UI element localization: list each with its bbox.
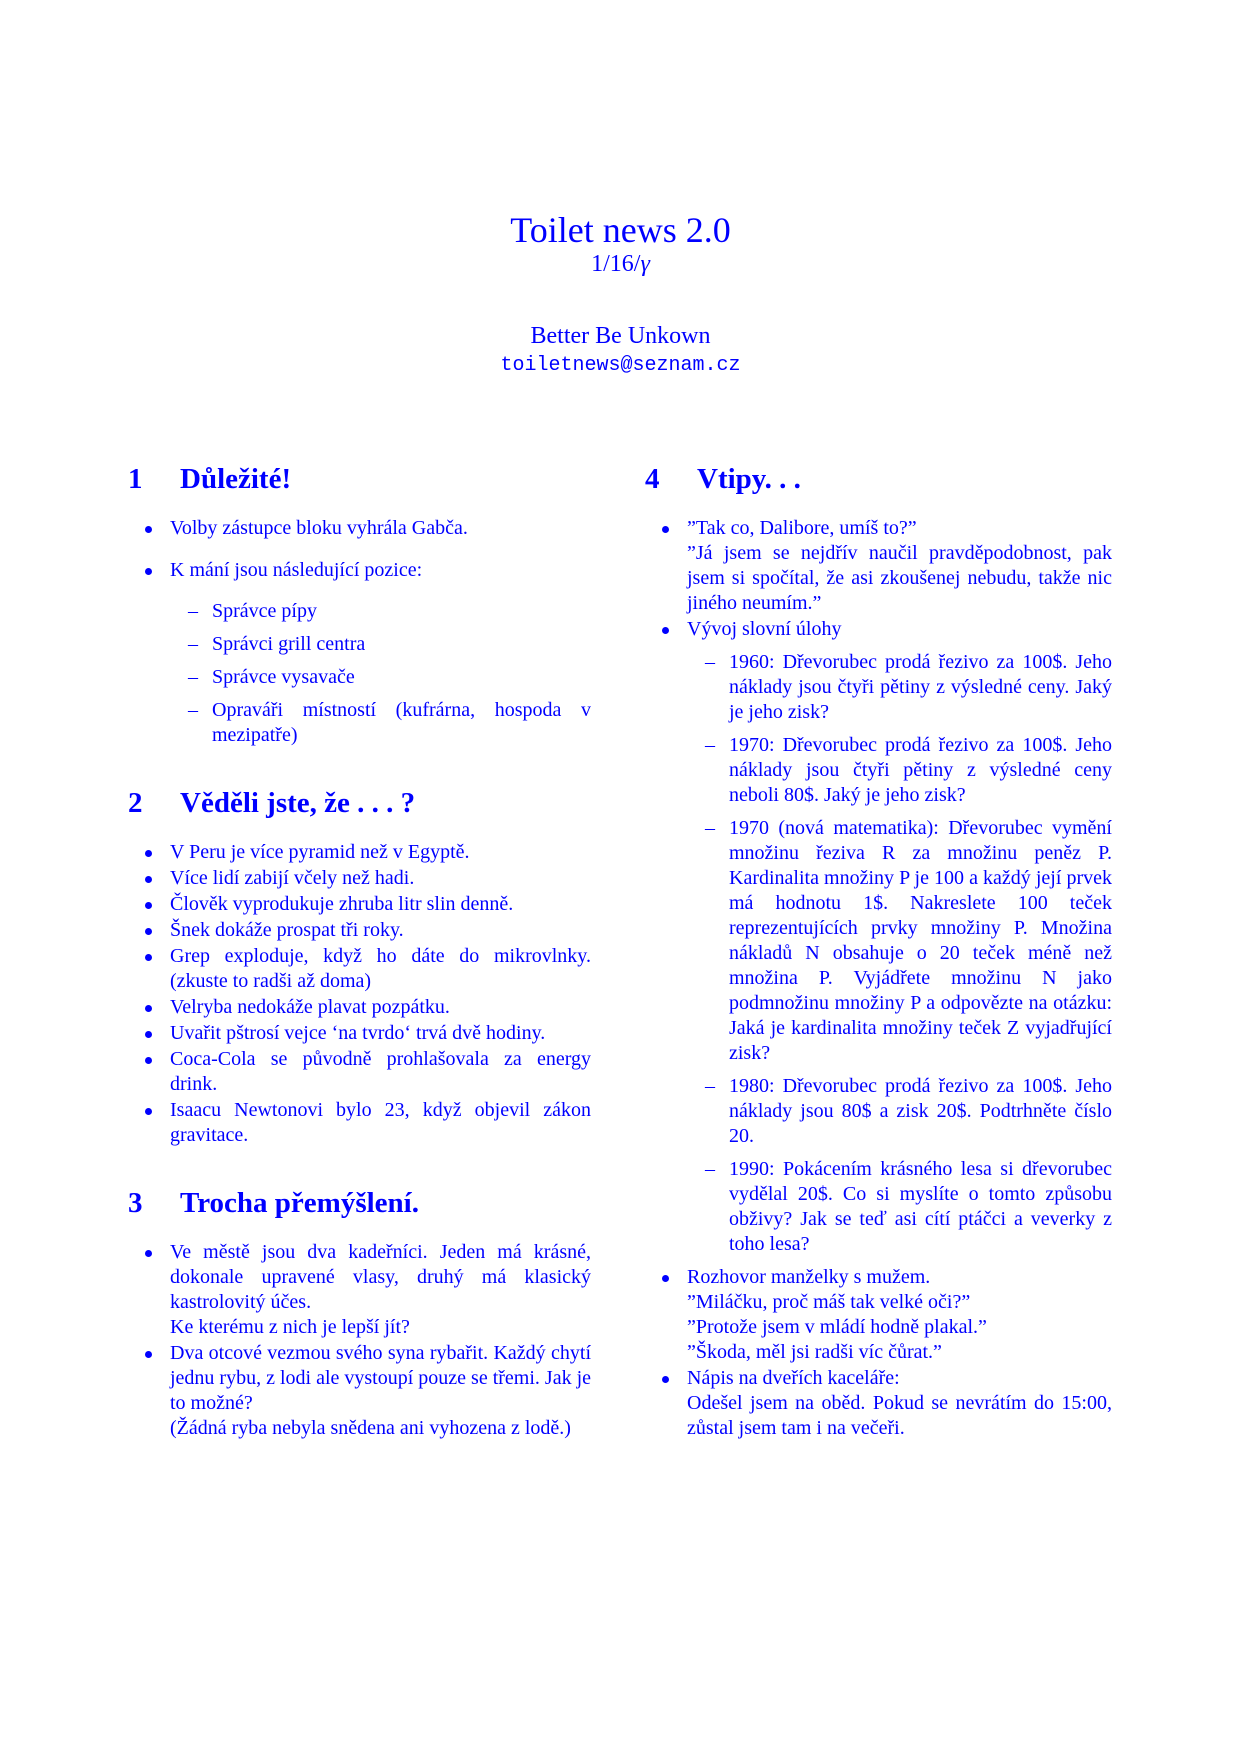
list-item: Šnek dokáže prospat tři roky. bbox=[170, 918, 591, 943]
section-title: Trocha přemýšlení. bbox=[180, 1187, 419, 1219]
section-thinking bbox=[128, 1186, 591, 1441]
right-column bbox=[645, 462, 1112, 1441]
positions-list bbox=[170, 599, 591, 748]
section-title: Věděli jste, že . . . ? bbox=[180, 787, 416, 819]
bullet-list bbox=[645, 516, 1112, 1441]
issue-symbol: γ bbox=[640, 251, 650, 277]
list-item bbox=[170, 1240, 591, 1340]
bullet-list bbox=[128, 516, 591, 748]
riddle-text: Ve městě jsou dva kadeřníci. Jeden má krásné, dokonale upravené vlasy, druhý má klasický kastrolovitý účes. bbox=[170, 1241, 591, 1313]
email: toiletnews@seznam.cz bbox=[500, 354, 741, 377]
list-item-text: K mání jsou následující pozice: bbox=[170, 559, 423, 581]
section-did-you-know bbox=[128, 786, 591, 1148]
sub-item: – 1990: Pokácením krásného lesa si dřevorubec vydělal 20$. Co si myslíte o tomto způsobu obživy? Jak se teď asi cítí ptáčci a veverky z toho lesa? bbox=[729, 1157, 1112, 1257]
sub-item: – Opraváři místností (kufrárna, hospoda v mezipatře) bbox=[212, 698, 591, 748]
section-heading bbox=[128, 1186, 591, 1220]
joke-line: ”Škoda, měl jsi radši víc čůrat.” bbox=[687, 1341, 942, 1363]
section-number: 3 bbox=[128, 1187, 143, 1219]
bullet-list bbox=[128, 840, 591, 1148]
list-item: Isaacu Newtonovi bylo 23, když objevil zákon gravitace. bbox=[170, 1099, 591, 1146]
list-item bbox=[687, 1366, 1112, 1441]
riddle-question: Ke kterému z nich je lepší jít? bbox=[170, 1316, 410, 1338]
left-column bbox=[128, 462, 591, 1441]
list-item: Volby zástupce bloku vyhrála Gabča. bbox=[170, 516, 591, 541]
issue-number bbox=[0, 250, 1241, 278]
sub-item: – 1960: Dřevorubec prodá řezivo za 100$. Jeho náklady jsou čtyři pětiny z výsledné ceny. Jaký je jeho zisk? bbox=[729, 650, 1112, 725]
joke-line: Nápis na dveřích kaceláře: bbox=[687, 1367, 900, 1389]
list-item bbox=[687, 617, 1112, 1257]
list-item: Coca-Cola se původně prohlašovala za energy drink. bbox=[170, 1048, 591, 1095]
section-heading bbox=[128, 786, 591, 820]
sub-item: – 1970: Dřevorubec prodá řezivo za 100$. Jeho náklady jsou čtyři pětiny z výsledné ceny neboli 80$. Jaký je jeho zisk? bbox=[729, 733, 1112, 808]
list-item: Grep exploduje, když ho dáte do mikrovlnky. (zkuste to radši až doma) bbox=[170, 945, 591, 992]
list-item bbox=[687, 516, 1112, 616]
joke-line: ”Já jsem se nejdřív naučil pravděpodobnost, pak jsem si spočítal, že asi zkoušenej nebudu, takže nic jiného neumím.” bbox=[687, 542, 1112, 614]
bullet-list bbox=[128, 1240, 591, 1441]
list-item: V Peru je více pyramid než v Egyptě. bbox=[170, 840, 591, 865]
list-item bbox=[170, 558, 591, 748]
list-item: Uvařit pštrosí vejce ‘na tvrdo‘ trvá dvě hodiny. bbox=[170, 1021, 591, 1046]
sub-item: – Správce pípy bbox=[212, 599, 591, 624]
sub-item: – 1980: Dřevorubec prodá řezivo za 100$. Jeho náklady jsou 80$ a zisk 20$. Podtrhněte číslo 20. bbox=[729, 1074, 1112, 1149]
list-item-text: Vývoj slovní úlohy bbox=[687, 618, 842, 640]
list-item bbox=[170, 1341, 591, 1441]
joke-line: Rozhovor manželky s mužem. bbox=[687, 1266, 931, 1288]
list-item: Člověk vyprodukuje zhruba litr slin denně. bbox=[170, 892, 591, 917]
riddle-note: (Žádná ryba nebyla snědena ani vyhozena z lodě.) bbox=[170, 1417, 571, 1439]
section-jokes bbox=[645, 462, 1112, 1441]
author: Better Be Unkown bbox=[530, 323, 711, 349]
section-heading bbox=[645, 462, 1112, 496]
section-number: 2 bbox=[128, 787, 143, 819]
list-item bbox=[687, 1265, 1112, 1365]
joke-line: Odešel jsem na oběd. Pokud se nevrátím do 15:00, zůstal jsem tam i na večeři. bbox=[687, 1392, 1112, 1439]
document-title: Toilet news 2.0 bbox=[510, 210, 731, 250]
section-number: 4 bbox=[645, 463, 660, 495]
word-problem-list bbox=[687, 650, 1112, 1257]
list-item: Velryba nedokáže plavat pozpátku. bbox=[170, 995, 591, 1020]
joke-line: ”Miláčku, proč máš tak velké oči?” bbox=[687, 1291, 971, 1313]
section-number: 1 bbox=[128, 463, 143, 495]
section-title: Vtipy. . . bbox=[697, 463, 801, 495]
section-important bbox=[128, 462, 591, 748]
riddle-text: Dva otcové vezmou svého syna rybařit. Každý chytí jednu rybu, z lodi ale vystoupí pouze se třemi. Jak je to možné? bbox=[170, 1342, 592, 1414]
sub-item: – Správce vysavače bbox=[212, 665, 591, 690]
joke-line: ”Tak co, Dalibore, umíš to?” bbox=[687, 517, 917, 539]
sub-item: – Správci grill centra bbox=[212, 632, 591, 657]
issue-prefix: 1/16/ bbox=[591, 251, 641, 277]
list-item: Více lidí zabijí včely než hadi. bbox=[170, 866, 591, 891]
sub-item: – 1970 (nová matematika): Dřevorubec vymění množinu řeziva R za množinu peněz P. Kardinalita množiny P je 100 a každý její prvek má hodnotu 1$. Nakreslete 100 teček reprezentujících prvky množiny P. Množina nákladů N obsahuje o 20 teček méně než množina P. Vyjádřete množinu N jako podmnožinu množiny P a odpovězte na otázku: Jaká je kardinalita množiny teček Z vyjadřující zisk? bbox=[729, 816, 1112, 1066]
joke-line: ”Protože jsem v mládí hodně plakal.” bbox=[687, 1316, 987, 1338]
section-heading bbox=[128, 462, 591, 496]
section-title: Důležité! bbox=[180, 463, 292, 495]
